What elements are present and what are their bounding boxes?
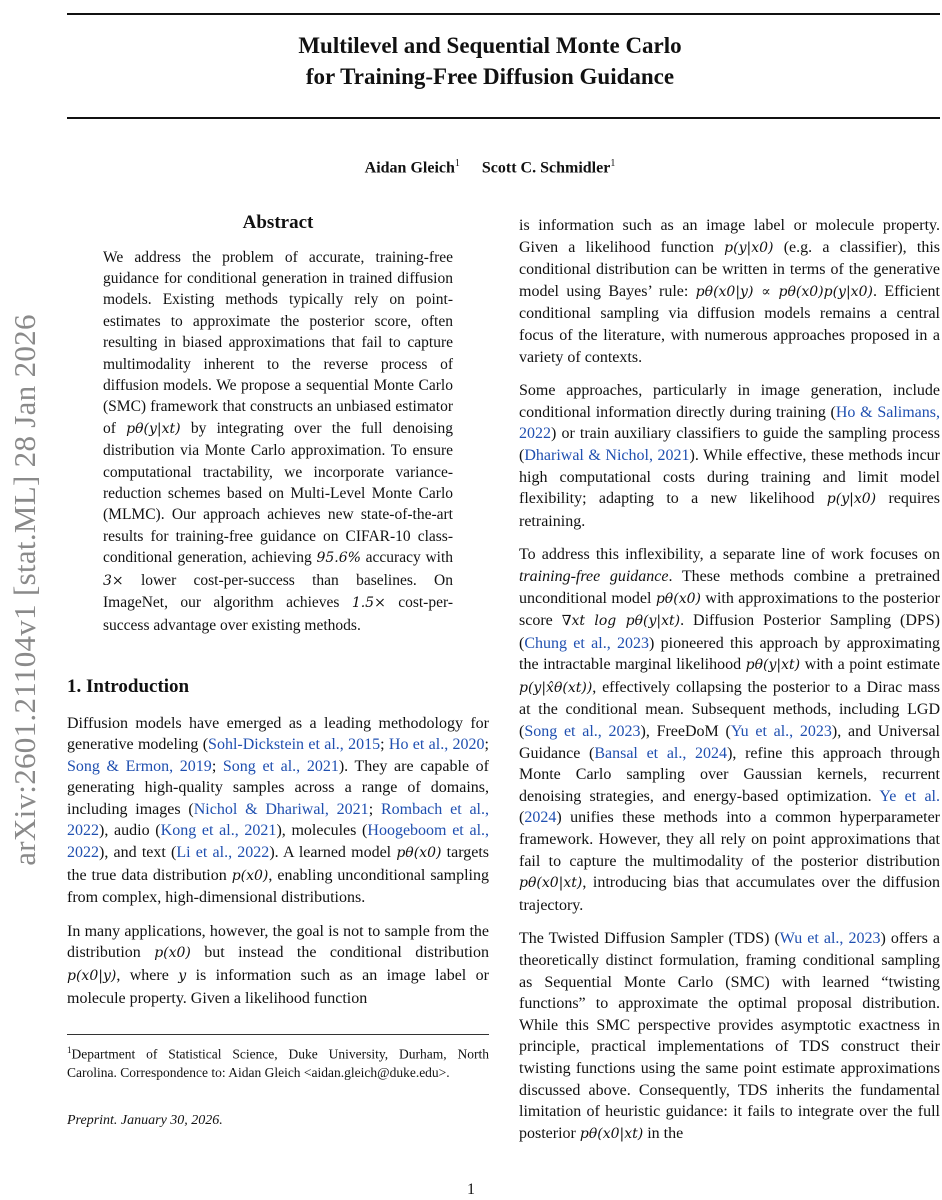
math-expression: p(y|x̂θ(xt))	[519, 679, 593, 696]
page-number: 1	[467, 1181, 475, 1198]
author-affiliation-mark: 1	[454, 158, 460, 169]
math-expression: pθ(x0|xt)	[579, 1125, 644, 1142]
preprint-date: Preprint. January 30, 2026.	[67, 1113, 223, 1128]
abstract-heading: Abstract	[242, 212, 314, 233]
title-top-rule	[67, 13, 940, 15]
citation-link[interactable]: Chung et al., 2023	[524, 634, 650, 652]
citation-link[interactable]: Dhariwal & Nichol, 2021	[524, 446, 690, 464]
math-expression: pθ(x0|y) ∝ pθ(x0)p(y|x0)	[695, 283, 873, 300]
paper-title	[120, 30, 860, 92]
citation-link[interactable]: Rombach et al., 2022	[67, 800, 489, 840]
intro-paragraph-1: Diffusion models have emerged as a leading methodology for generative modeling (Sohl-Dickstein et al., 2015; Ho et al., 2020; Song & Ermon, 2019; Song et al., 2021). They are capable of generating high-quality samples across a range of domains, including images (Nichol & Dhariwal, 2021; Rombach et al., 2022), audio (Kong et al., 2021), molecules (Hoogeboom et al., 2022), and text (Li et al., 2022). A learned model pθ(x0) targets the true data distribution p(x0), enabling unconditional sampling from complex, high-dimensional distributions.	[67, 714, 490, 907]
title-line-1: Multilevel and Sequential Monte Carlo	[298, 33, 682, 58]
author-list	[120, 158, 860, 177]
math-expression: y	[178, 968, 187, 985]
citation-link[interactable]: Bansal et al., 2024	[594, 744, 728, 762]
footnote-text: Department of Statistical Science, Duke University, Durham, North Carolina. Correspondence to: Aidan Gleich <aidan.gleich@duke.edu>.	[67, 1046, 489, 1080]
math-expression: p(y|x0)	[724, 239, 774, 256]
citation-link[interactable]: Hoogeboom et al., 2022	[67, 822, 490, 862]
author-affiliation-mark: 1	[610, 158, 616, 169]
intro-paragraph-3: Some approaches, particularly in image generation, include conditional information directly during training (Ho & Salimans, 2022) or train auxiliary classifiers to guide the sampling process (Dhariwal & Nichol, 2021). While effective, these methods incur high computational costs during training and limit model flexibility; adapting to a new likelihood p(y|x0) requires retraining.	[519, 382, 940, 530]
citation-link[interactable]: Ye et al.	[879, 787, 940, 805]
arxiv-identifier-text: arXiv:2601.21104v1 [stat.ML] 28 Jan 2026	[7, 314, 42, 866]
title-line-2: for Training-Free Diffusion Guidance	[305, 64, 675, 89]
math-expression: 1.5×	[351, 595, 386, 612]
math-expression: pθ(x0)	[396, 845, 442, 862]
citation-link[interactable]: Ho et al., 2020	[388, 736, 485, 754]
citation-link[interactable]: Song et al., 2023	[524, 723, 641, 741]
citation-link[interactable]: 2024	[524, 809, 557, 827]
math-expression: p(y|x0)	[826, 491, 877, 508]
left-column	[67, 212, 489, 1021]
citation-link[interactable]: Nichol & Dhariwal, 2021	[193, 800, 369, 818]
intro-paragraph-2-continued: is information such as an image label or molecule property. Given a likelihood function p(y|x0) (e.g. a classifier), this conditional distribution can be written in terms of the generative model using Bayes’ rule: pθ(x0|y) ∝ pθ(x0)p(y|x0). Efficient conditional sampling via diffusion models remains a central focus of the literature, with numerous approaches proposed in a variety of contexts.	[519, 217, 940, 366]
math-expression: pθ(x0|xt)	[519, 875, 583, 892]
footnote-mark: 1	[67, 1045, 72, 1055]
math-expression: 95.6%	[316, 550, 361, 567]
section-heading-introduction: 1. Introduction	[67, 675, 190, 697]
citation-link[interactable]: Wu et al., 2023	[779, 930, 881, 948]
citation-link[interactable]: Yu et al., 2023	[730, 723, 832, 741]
right-column	[519, 215, 940, 1157]
author-name: Scott C. Schmidler	[481, 159, 611, 177]
citation-link[interactable]: Song et al., 2021	[222, 757, 339, 775]
math-expression: 3×	[103, 572, 124, 589]
math-expression: p(x0)	[154, 945, 191, 962]
citation-link[interactable]: Song & Ermon, 2019	[67, 757, 212, 775]
citation-link[interactable]: Li et al., 2022	[176, 844, 270, 862]
citation-link[interactable]: Sohl-Dickstein et al., 2015	[208, 736, 381, 754]
math-expression: p(x0|y)	[67, 968, 117, 985]
intro-paragraph-5: The Twisted Diffusion Sampler (TDS) (Wu et al., 2023) offers a theoretically distinct formulation, framing conditional sampling as Sequential Monte Carlo (SMC) with learned “twisting functions” to approximate the optimal proposal distribution. While this SMC perspective provides asymptotic exactness in principle, practical implementations of TDS construct their twisting functions using the same point estimate approximations discussed above. Consequently, TDS inherits the fundamental limitation of heuristic guidance: it fails to integrate over the full posterior pθ(x0|xt) in the	[519, 930, 940, 1142]
abstract-body: We address the problem of accurate, training-free guidance for conditional generation in trained diffusion models. Existing methods typically rely on point-estimates to approximate the posterior score, often resulting in biased approximations that fail to capture multimodality inherent to the reverse process of diffusion models. We propose a sequential Monte Carlo (SMC) framework that constructs an unbiased estimator of pθ(y|xt) by integrating over the full denoising distribution via Monte Carlo approximation. To ensure computational tractability, we incorporate variance-reduction schemes based on Multi-Level Monte Carlo (MLMC). Our approach achieves new state-of-the-art results for training-free guidance on CIFAR-10 class-conditional generation, achieving 95.6% accuracy with 3× lower cost-per-success than baselines. On ImageNet, our algorithm achieves 1.5× cost-per-success advantage over existing methods.	[103, 248, 453, 634]
intro-paragraph-4: To address this inflexibility, a separate line of work focuses on training-free guidance. These methods combine a pretrained unconditional model pθ(x0) with approximations to the posterior score ∇xt log pθ(y|xt). Diffusion Posterior Sampling (DPS) (Chung et al., 2023) pioneered this approach by approximating the intractable marginal likelihood pθ(y|xt) with a point estimate p(y|x̂θ(xt)), effectively collapsing the posterior to a Dirac mass at the conditional mean. Subsequent methods, including LGD (Song et al., 2023), FreeDoM (Yu et al., 2023), and Universal Guidance (Bansal et al., 2024), refine this approach through Monte Carlo sampling over Gaussian kernels, recurrent denoising strategies, and energy-based optimization. Ye et al. (2024) unifies these methods into a common hyperparameter framework. However, they all rely on point approximations that fail to capture the multimodality of the posterior distribution pθ(x0|xt), introducing bias that accumulates over the diffusion trajectory.	[519, 546, 941, 914]
math-expression: pθ(x0)	[655, 590, 701, 607]
footnote	[67, 1034, 489, 1082]
citation-link[interactable]: Ho & Salimans, 2022	[519, 403, 940, 443]
math-expression: p(x0)	[231, 867, 269, 884]
math-expression: pθ(y|xt)	[745, 657, 801, 674]
arxiv-identifier	[5, 270, 45, 910]
citation-link[interactable]: Kong et al., 2021	[160, 822, 277, 840]
math-expression: pθ(y|xt)	[126, 420, 181, 437]
author-name: Aidan Gleich	[364, 159, 455, 177]
emphasis-term: training-free guidance	[519, 567, 669, 585]
intro-paragraph-2: In many applications, however, the goal is not to sample from the distribution p(x0) but instead the conditional distribution p(x0|y), where y is information such as an image label or molecule property. Given a likelihood function	[67, 922, 489, 1007]
title-bottom-rule	[67, 117, 940, 119]
math-expression: ∇xt log pθ(y|xt)	[561, 613, 681, 630]
